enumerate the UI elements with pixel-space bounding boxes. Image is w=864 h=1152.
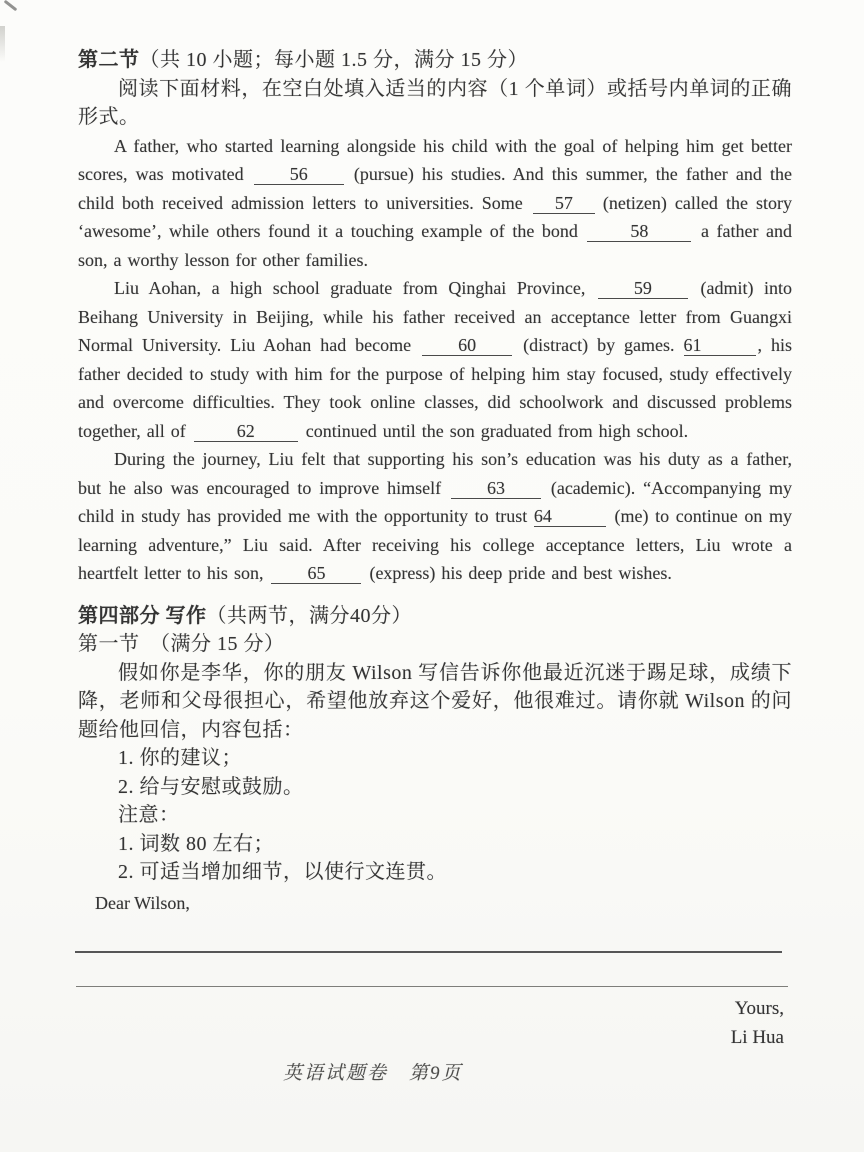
blank-62: 62 xyxy=(194,421,298,442)
note-label: 注意： xyxy=(118,804,180,826)
letter-closing: Yours, xyxy=(734,998,784,1019)
writing-line-2 xyxy=(76,986,788,987)
blank-63: 63 xyxy=(451,478,541,499)
section2-heading-meta: （共 10 小题；每小题 1.5 分，满分 15 分） xyxy=(139,49,528,71)
blank-61: 61 xyxy=(684,335,756,356)
scan-smudge-corner xyxy=(4,0,18,11)
blank-58: 58 xyxy=(587,221,691,242)
blank-60: 60 xyxy=(422,335,512,356)
blank-64: 64 xyxy=(534,506,606,527)
section1-heading: 第一节 （满分 15 分） xyxy=(78,633,285,655)
letter-salutation: Dear Wilson, xyxy=(95,892,190,913)
passage-paragraph-3: During the journey, Liu felt that supporting his son’s education was his duty as a father, but he also was encouraged to improve himself 63 (academic). “Accompanying my child in study has provided me with the opportunity to trust 64 (me) to continue on my learning adventure,” Liu said. After receiving his college acceptance letters, Liu wrote a heartfelt letter to his son, 65 (express) his deep pride and best wishes. xyxy=(78,449,792,583)
blank-65: 65 xyxy=(271,563,361,584)
section2-heading xyxy=(78,46,792,75)
note-1: 1. 词数 80 左右； xyxy=(118,832,274,855)
page-content xyxy=(78,46,792,1085)
part4-heading-meta: （共两节，满分40分） xyxy=(206,604,412,627)
passage-paragraph-1: A father, who started learning alongside his child with the goal of helping him get better scores, was motivated 56 (pursue) his studies. And this summer, the father and the child both received admission letters to universities. Some 57 (netizen) called the story ‘awesome’, while others found it a touching example of the bond 58 a father and son, a worthy lesson for other families. xyxy=(78,135,792,270)
essay-prompt: 假如你是李华，你的朋友 Wilson 写信告诉你他最近沉迷于踢足球，成绩下降，老师和父母很担心，希望他放弃这个爱好，他很难过。请你就 Wilson 的问题给他回信，内容包括： xyxy=(78,661,792,741)
section2-instruction: 阅读下面材料，在空白处填入适当的内容（1 个单词）或括号内单词的正确形式。 xyxy=(78,77,792,128)
prompt-point-2: 2. 给与安慰或鼓励。 xyxy=(118,775,304,798)
writing-line-1 xyxy=(75,951,782,953)
note-2: 2. 可适当增加细节，以使行文连贯。 xyxy=(118,861,447,883)
blank-57: 57 xyxy=(533,193,595,214)
part4-heading-title: 第四部分 写作 xyxy=(78,604,207,627)
part4-heading xyxy=(78,602,792,631)
scan-smudge-edge xyxy=(0,26,5,62)
section2-heading-title: 第二节 xyxy=(78,49,140,71)
page-footer: 英语试题卷 第9页 xyxy=(283,1063,463,1084)
letter-signature: Li Hua xyxy=(730,1026,784,1048)
prompt-point-1: 1. 你的建议； xyxy=(118,747,242,769)
blank-56: 56 xyxy=(254,164,344,185)
blank-59: 59 xyxy=(598,278,688,299)
passage-paragraph-2: Liu Aohan, a high school graduate from Qinghai Province, 59 (admit) into Beihang University in Beijing, while his father received an acceptance letter from Guangxi Normal University. Liu Aohan had become 60 (distract) by games. 61 , his father decided to study with him for the purpose of helping him stay focused, study effectively and overcome difficulties. They took online classes, did schoolwork and discussed problems together, all of 62 continued until the son graduated from high school. xyxy=(78,278,793,441)
